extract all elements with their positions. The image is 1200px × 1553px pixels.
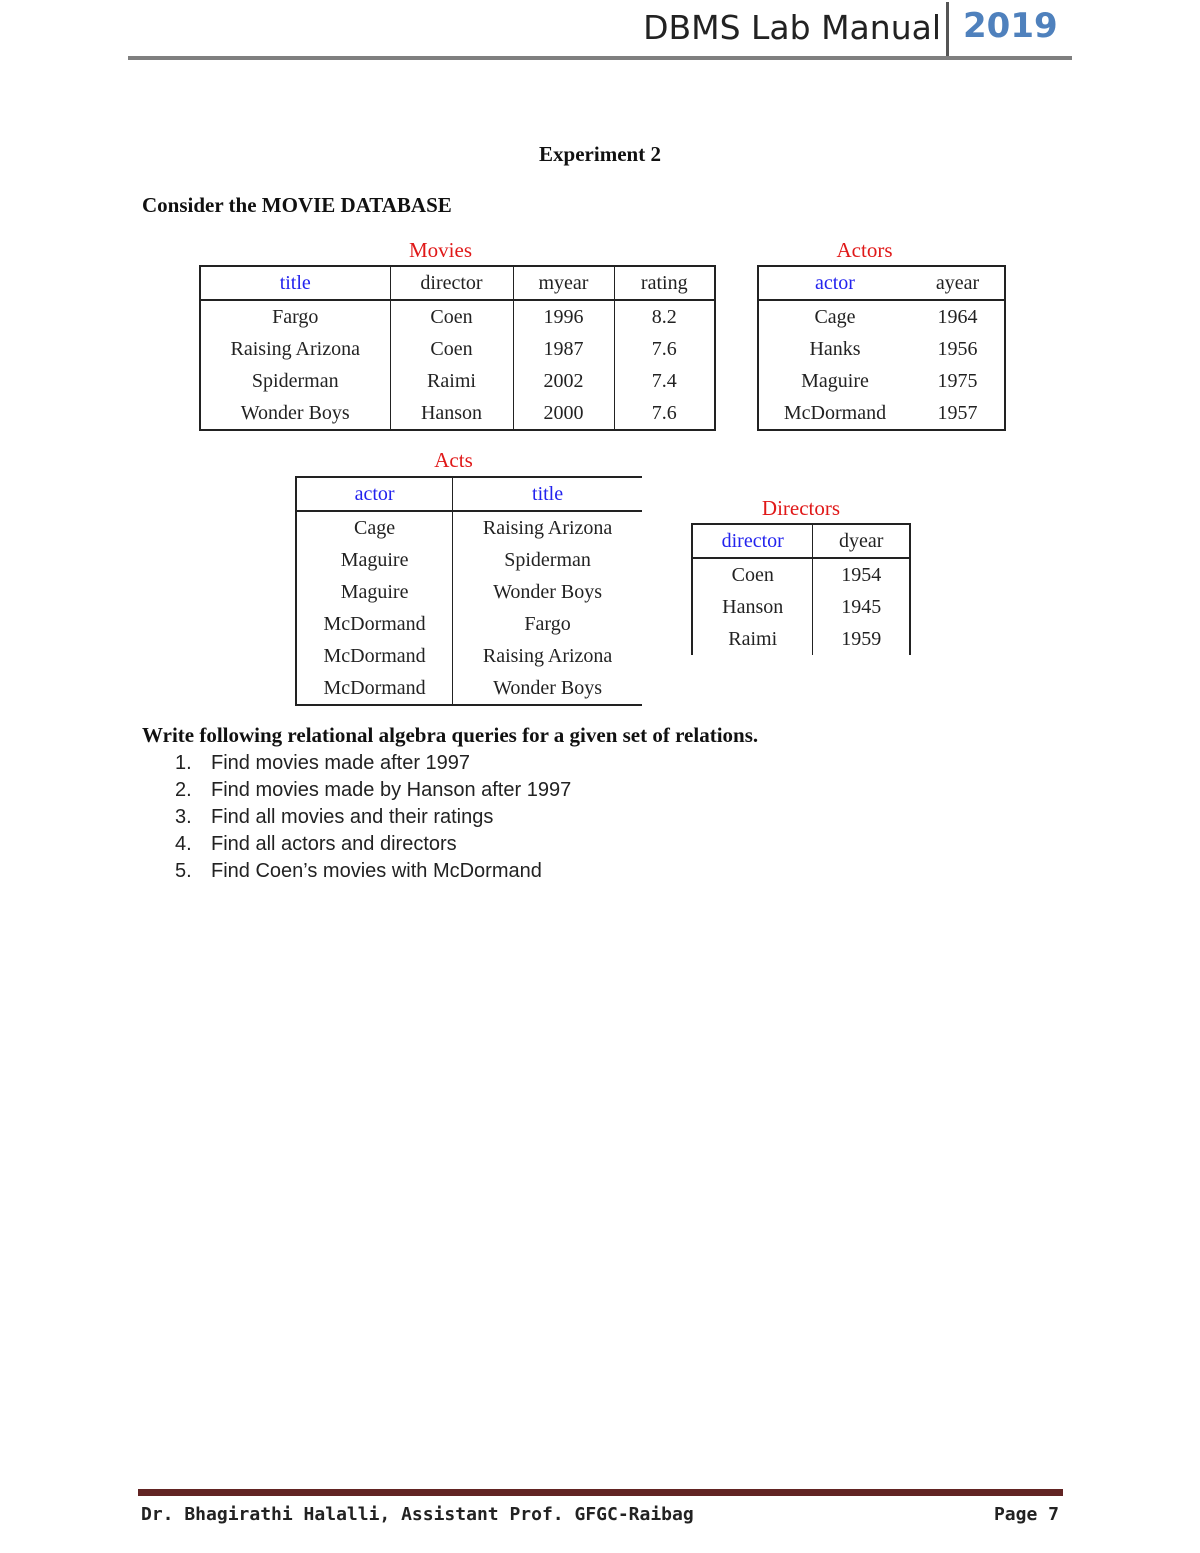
queries-list — [175, 750, 571, 885]
table-cell: Hanks — [809, 337, 861, 360]
item-number: 5. — [175, 860, 192, 882]
table-row — [200, 397, 715, 430]
list-item — [175, 804, 571, 831]
footer-page-number: Page 7 — [993, 1504, 1059, 1525]
item-text: Find movies made after 1997 — [211, 752, 471, 774]
table-row — [692, 591, 910, 623]
footer-rule — [138, 1489, 1063, 1496]
table-cell: 1954 — [813, 558, 910, 591]
table-cell: Wonder Boys — [453, 576, 642, 608]
table-row — [758, 333, 1005, 365]
table-row — [758, 365, 1005, 397]
column-header: director — [692, 524, 813, 558]
table-header-row — [758, 266, 1005, 300]
table-cell: Coen — [390, 333, 513, 365]
table-cell: 1975 — [937, 369, 978, 392]
actors-caption: Actors — [836, 238, 893, 262]
item-text: Find movies made by Hanson after 1997 — [211, 779, 572, 801]
table-cell: McDormand — [783, 401, 887, 424]
table-row — [296, 511, 642, 544]
table-row — [296, 640, 642, 672]
table-cell: Spiderman — [251, 369, 339, 392]
table-cell: 7.4 — [614, 365, 715, 397]
table-row — [296, 608, 642, 640]
table-cell: Raimi — [390, 365, 513, 397]
footer-author: Dr. Bhagirathi Halalli, Assistant Prof. GFGC-Raibag — [141, 1504, 694, 1525]
list-item — [175, 858, 571, 885]
table-row — [200, 365, 715, 397]
table-cell: Spiderman — [453, 544, 642, 576]
table-cell: Raising Arizona — [453, 511, 642, 544]
table-cell: Hanson — [722, 595, 784, 618]
list-item — [175, 831, 571, 858]
table-cell: 1956 — [937, 337, 978, 360]
table-cell: Raimi — [728, 627, 778, 650]
column-header: rating — [614, 266, 715, 300]
column-header: ayear — [911, 266, 1005, 300]
list-item — [175, 750, 571, 777]
column-header: myear — [513, 266, 614, 300]
column-header: dyear — [813, 524, 910, 558]
table-cell: Hanson — [390, 397, 513, 430]
table-cell: 1987 — [513, 333, 614, 365]
experiment-title: Experiment 2 — [539, 142, 661, 166]
table-cell: 8.2 — [614, 300, 715, 333]
column-header: actor — [758, 266, 911, 300]
column-header: actor — [296, 477, 453, 511]
queries-heading: Write following relational algebra queries for a given set of relations. — [142, 723, 759, 747]
acts-caption: Acts — [434, 448, 473, 472]
table-row — [200, 333, 715, 365]
item-number: 1. — [175, 752, 192, 774]
header-year: 2019 — [963, 6, 1058, 46]
table-header-row — [692, 524, 910, 558]
table-cell: 1959 — [813, 623, 910, 655]
table-cell: Raising Arizona — [453, 640, 642, 672]
movies-table — [199, 265, 716, 431]
table-cell: 7.6 — [614, 397, 715, 430]
table-cell: 1964 — [937, 305, 978, 328]
table-row — [296, 576, 642, 608]
table-cell: 1945 — [813, 591, 910, 623]
table-cell: Fargo — [272, 305, 319, 328]
table-cell: 2002 — [513, 365, 614, 397]
table-row — [692, 558, 910, 591]
movies-caption: Movies — [409, 238, 472, 262]
table-cell: McDormand — [323, 612, 426, 635]
table-cell: Maguire — [340, 548, 409, 571]
table-cell: Cage — [814, 305, 856, 328]
table-cell: Maguire — [801, 369, 869, 392]
table-cell: Wonder Boys — [240, 401, 350, 424]
table-row — [758, 300, 1005, 333]
header-separator — [946, 2, 949, 56]
table-row — [758, 397, 1005, 430]
actors-table — [757, 265, 1006, 431]
table-header-row — [200, 266, 715, 300]
column-header: director — [390, 266, 513, 300]
column-header: title — [453, 477, 642, 511]
table-cell: 1957 — [937, 401, 978, 424]
directors-table — [691, 523, 911, 655]
table-cell: Wonder Boys — [453, 672, 642, 705]
item-number: 2. — [175, 779, 192, 801]
table-cell: Raising Arizona — [230, 337, 360, 360]
table-row — [296, 544, 642, 576]
table-cell: Coen — [731, 563, 774, 586]
table-header-row — [296, 477, 642, 511]
table-cell: 2000 — [513, 397, 614, 430]
column-header: title — [200, 266, 390, 300]
table-cell: Cage — [354, 516, 396, 539]
table-cell: McDormand — [323, 644, 426, 667]
list-item — [175, 777, 571, 804]
table-row — [200, 300, 715, 333]
intro-text: Consider the MOVIE DATABASE — [142, 193, 452, 217]
table-row — [296, 672, 642, 705]
item-number: 4. — [175, 833, 192, 855]
table-cell: 1996 — [513, 300, 614, 333]
table-cell: McDormand — [323, 676, 426, 699]
item-number: 3. — [175, 806, 192, 828]
table-row — [692, 623, 910, 655]
item-text: Find Coen’s movies with McDormand — [211, 860, 542, 882]
item-text: Find all actors and directors — [211, 833, 457, 855]
header-rule — [128, 56, 1072, 60]
table-cell: 7.6 — [614, 333, 715, 365]
table-cell: Fargo — [453, 608, 642, 640]
item-text: Find all movies and their ratings — [211, 806, 494, 828]
directors-caption: Directors — [761, 496, 841, 520]
header-title: DBMS Lab Manual — [643, 8, 941, 47]
table-cell: Coen — [390, 300, 513, 333]
table-cell: Maguire — [340, 580, 409, 603]
acts-table — [295, 476, 642, 706]
